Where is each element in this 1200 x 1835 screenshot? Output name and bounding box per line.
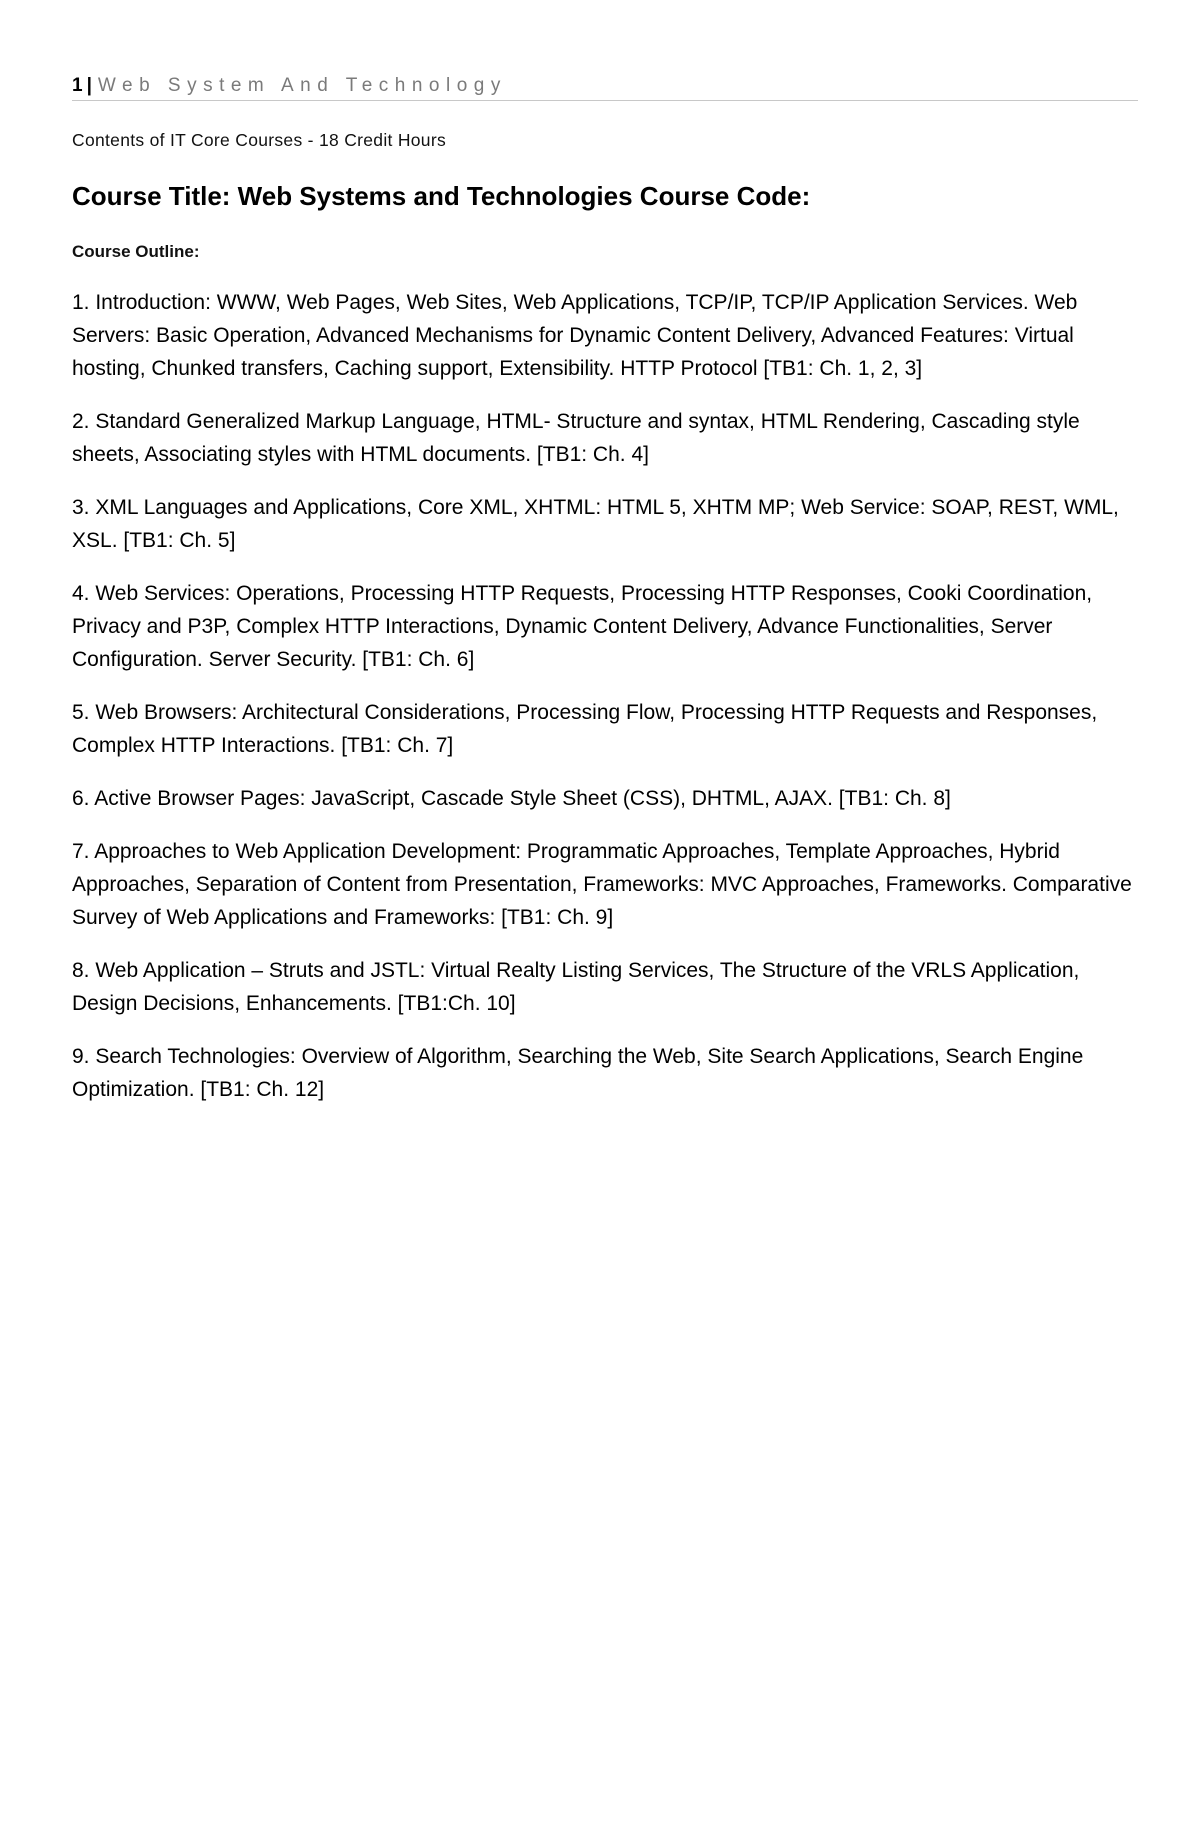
running-title: Web System And Technology [97,75,507,96]
outline-item-1: 1. Introduction: WWW, Web Pages, Web Sites, Web Applications, TCP/IP, TCP/IP Application Services. Web Servers: Basic Operation, Advanced Mechanisms for Dynamic Content Delivery, Advanced Features: Virtual hosting, Chunked transfers, Caching support, Extensibility. HTTP Protocol [TB1: Ch. 1, 2, 3] [72,291,1078,380]
outline-item-5: 5. Web Browsers: Architectural Considerations, Processing Flow, Processing HTTP Requests and Responses, Complex HTTP Interactions. [TB1: Ch. 7] [72,701,1098,757]
outline-item-6: 6. Active Browser Pages: JavaScript, Cascade Style Sheet (CSS), DHTML, AJAX. [TB1: Ch. 8] [72,787,951,810]
outline-item-7: 7. Approaches to Web Application Development: Programmatic Approaches, Template Approaches, Hybrid Approaches, Separation of Content from Presentation, Frameworks: MVC Approaches, Frameworks. Comparative Survey of Web Applications and Frameworks: [TB1: Ch. 9] [72,840,1132,929]
outline-item-3: 3. XML Languages and Applications, Core XML, XHTML: HTML 5, XHTM MP; Web Service: SOAP, REST, WML, XSL. [TB1: Ch. 5] [72,496,1119,552]
running-header [72,72,1138,100]
outline-label: Course Outline: [72,242,200,261]
course-title: Course Title: Web Systems and Technologies Course Code: [72,181,811,211]
outline-item-4: 4. Web Services: Operations, Processing HTTP Requests, Processing HTTP Responses, Cooki Coordination, Privacy and P3P, Complex HTTP Interactions, Dynamic Content Delivery, Advance Functionalities, Server Configuration. Server Security. [TB1: Ch. 6] [72,582,1093,671]
outline-item-9: 9. Search Technologies: Overview of Algorithm, Searching the Web, Site Search Applications, Search Engine Optimization. [TB1: Ch. 12] [72,1045,1084,1101]
page-number: 1 [72,75,83,96]
header-separator: | [86,75,92,96]
document-subtitle: Contents of IT Core Courses - 18 Credit Hours [72,130,447,150]
header-divider [72,100,1138,101]
outline-item-8: 8. Web Application – Struts and JSTL: Virtual Realty Listing Services, The Structure of the VRLS Application, Design Decisions, Enhancements. [TB1:Ch. 10] [72,959,1080,1015]
outline-item-2: 2. Standard Generalized Markup Language, HTML- Structure and syntax, HTML Rendering, Cascading style sheets, Associating styles with HTML documents. [TB1: Ch. 4] [72,410,1080,466]
course-outline-list [72,286,1138,1126]
